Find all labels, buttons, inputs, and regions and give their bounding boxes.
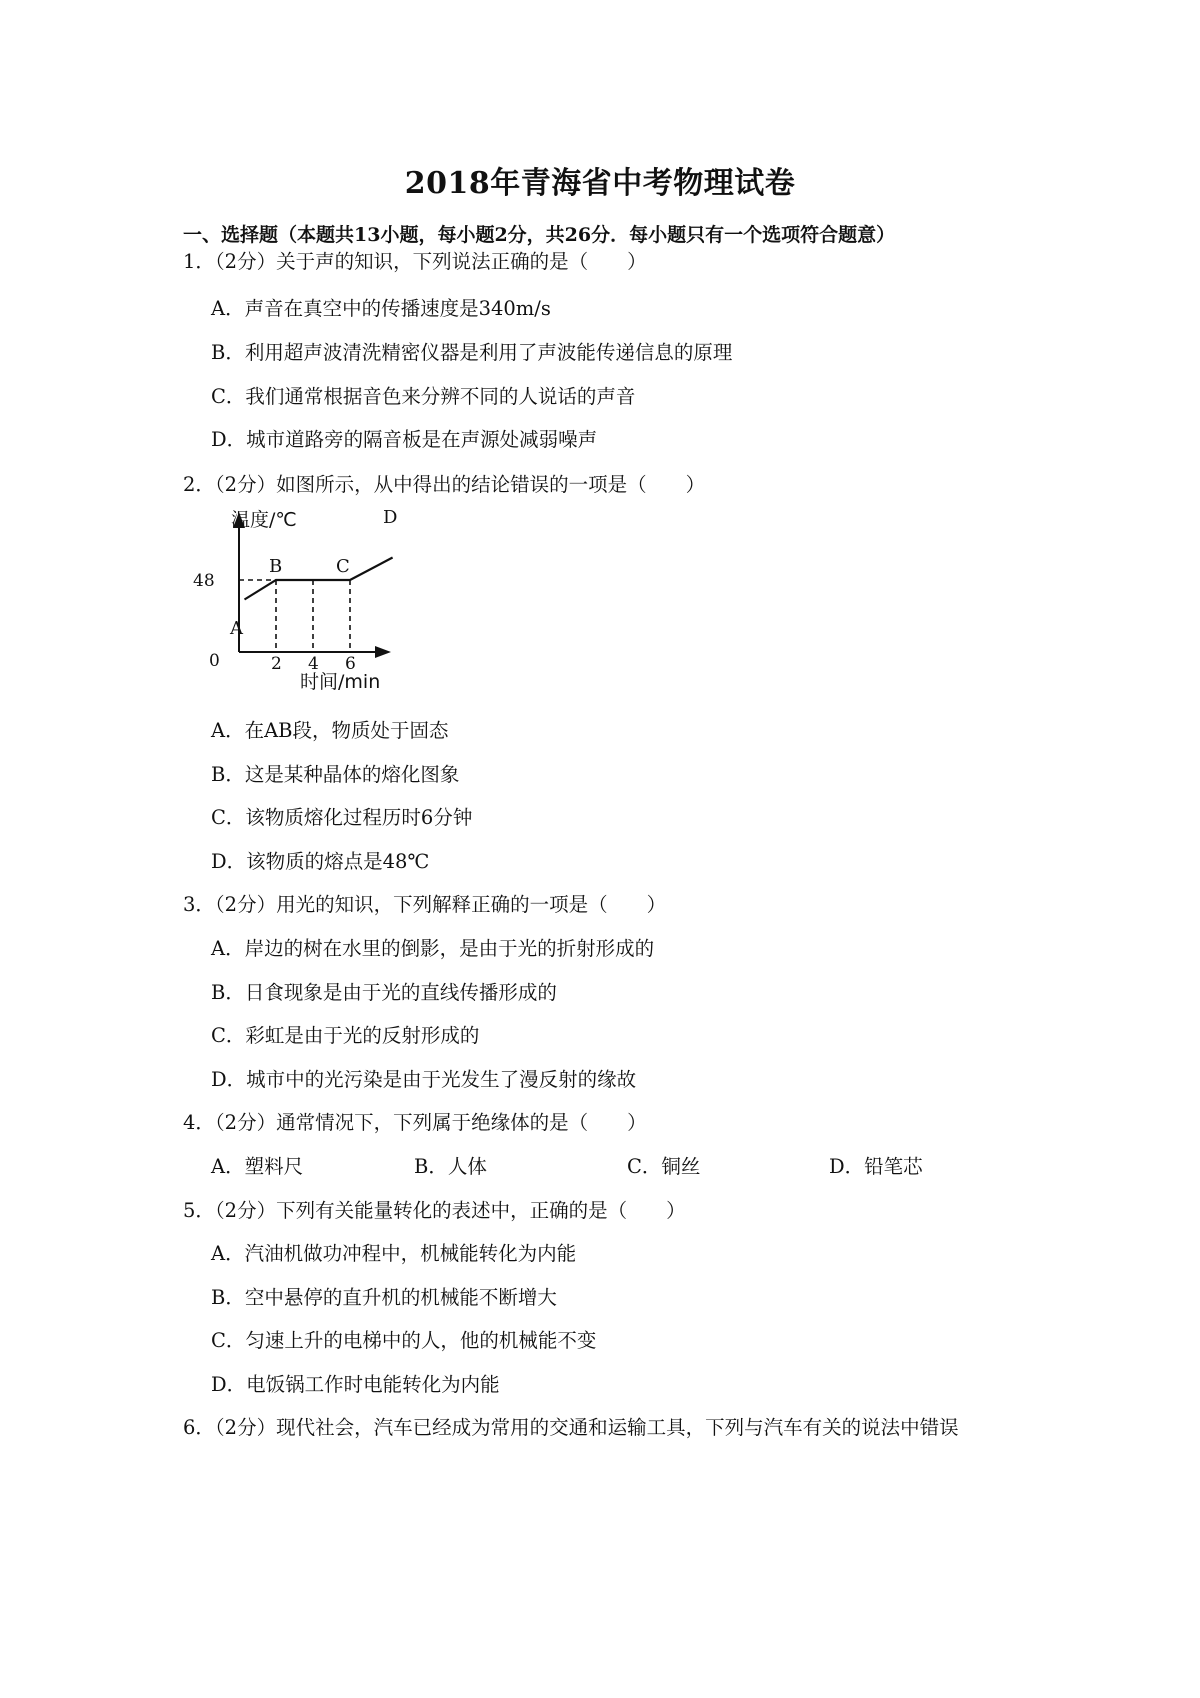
question-3-stem: 3．（2分）用光的知识，下列解释正确的一项是（ ）: [183, 893, 667, 916]
point-label-d: D: [383, 507, 398, 528]
question-2-option-b: B．这是某种晶体的熔化图象: [211, 763, 460, 786]
point-label-b: B: [269, 556, 283, 577]
question-1-option-b: B．利用超声波清洗精密仪器是利用了声波能传递信息的原理: [211, 341, 733, 364]
question-1-option-d: D．城市道路旁的隔音板是在声源处减弱噪声: [211, 428, 598, 451]
x-tick-6: 6: [345, 654, 356, 674]
question-4-option-a: A．塑料尺: [211, 1155, 304, 1178]
question-4-option-d: D．铅笔芯: [829, 1155, 923, 1178]
question-5-option-b: B．空中悬停的直升机的机械能不断增大: [211, 1286, 557, 1309]
section-heading: 一、选择题（本题共13小题，每小题2分，共26分．每小题只有一个选项符合题意）: [183, 224, 896, 246]
question-1-option-a: A．声音在真空中的传播速度是340m/s: [211, 297, 551, 320]
y-axis-label: 温度/℃: [231, 509, 297, 531]
question-4-option-b: B．人体: [414, 1155, 487, 1178]
question-6-stem: 6．（2分）现代社会，汽车已经成为常用的交通和运输工具，下列与汽车有关的说法中错误: [183, 1416, 959, 1439]
question-4-stem: 4．（2分）通常情况下，下列属于绝缘体的是（ ）: [183, 1111, 647, 1134]
question-3-option-b: B．日食现象是由于光的直线传播形成的: [211, 981, 557, 1004]
question-2-option-d: D．该物质的熔点是48℃: [211, 850, 430, 873]
page-title: 2018年青海省中考物理试卷: [404, 166, 796, 201]
question-5-stem: 5．（2分）下列有关能量转化的表述中，正确的是（ ）: [183, 1199, 686, 1222]
question-4-option-c: C．铜丝: [627, 1155, 701, 1178]
question-5-option-d: D．电饭锅工作时电能转化为内能: [211, 1373, 500, 1396]
x-tick-2: 2: [271, 654, 282, 674]
question-3-option-d: D．城市中的光污染是由于光发生了漫反射的缘故: [211, 1068, 637, 1091]
question-3-option-a: A．岸边的树在水里的倒影，是由于光的折射形成的: [211, 937, 655, 960]
point-label-c: C: [336, 556, 350, 577]
question-5-option-c: C．匀速上升的电梯中的人，他的机械能不变: [211, 1329, 597, 1352]
temperature-curve: [245, 558, 393, 600]
point-label-a: A: [230, 618, 243, 639]
y-tick-48: 48: [193, 571, 215, 591]
origin-label: 0: [209, 651, 220, 671]
question-5-option-a: A．汽油机做功冲程中，机械能转化为内能: [211, 1242, 577, 1265]
question-2-stem: 2．（2分）如图所示，从中得出的结论错误的一项是（ ）: [183, 473, 706, 496]
question-1-stem: 1．（2分）关于声的知识，下列说法正确的是（ ）: [183, 250, 647, 273]
question-2-option-a: A．在AB段，物质处于固态: [211, 719, 449, 742]
question-1-option-c: C．我们通常根据音色来分辨不同的人说话的声音: [211, 385, 636, 408]
question-2-option-c: C．该物质熔化过程历时6分钟: [211, 806, 473, 829]
question-3-option-c: C．彩虹是由于光的反射形成的: [211, 1024, 480, 1047]
x-axis-label: 时间/min: [300, 671, 381, 693]
x-tick-4: 4: [308, 654, 319, 674]
